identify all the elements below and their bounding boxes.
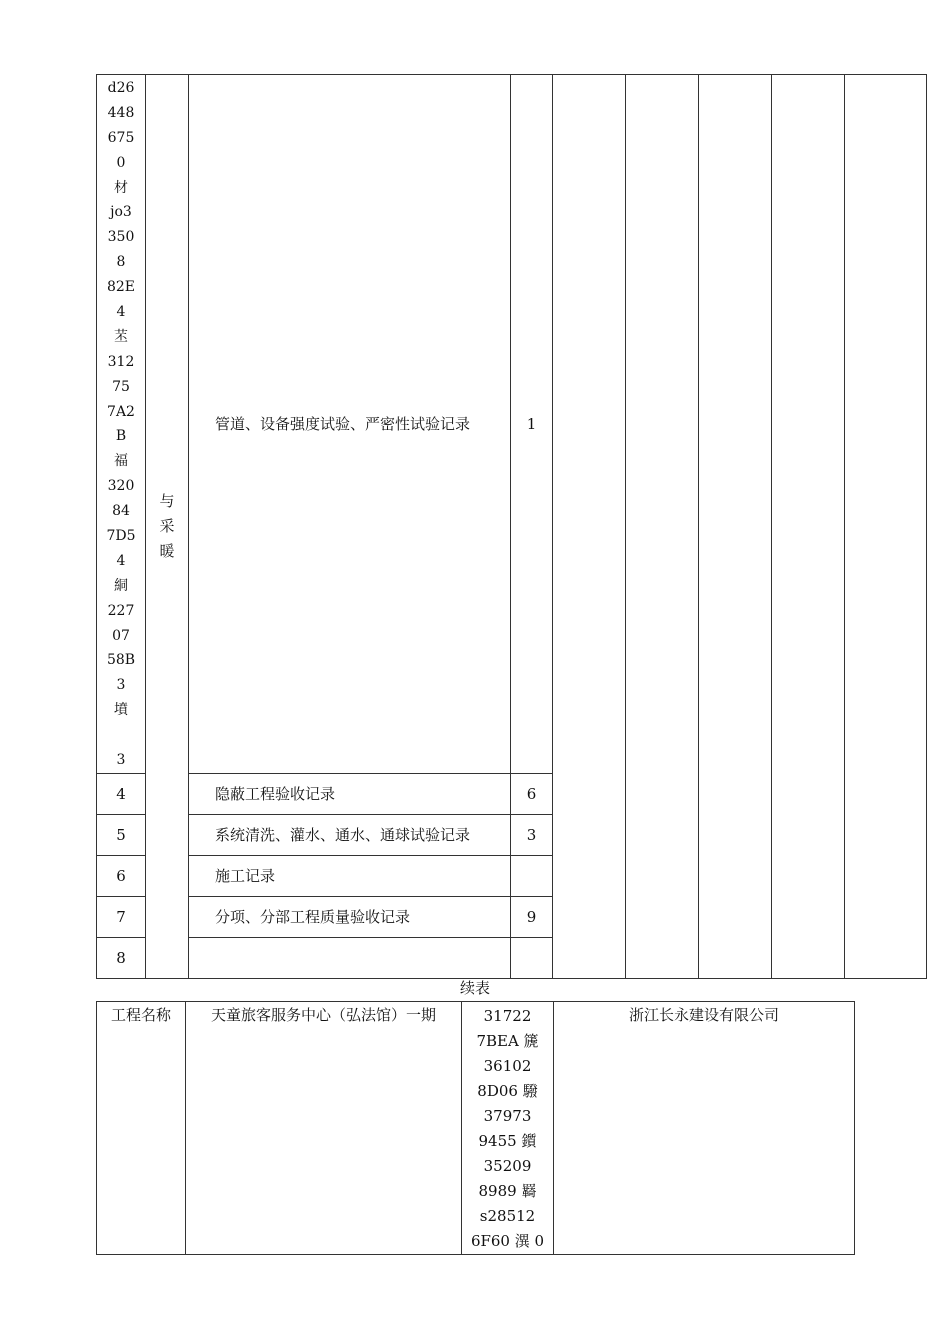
empty-cell bbox=[845, 75, 927, 979]
project-info-table bbox=[96, 1001, 855, 1255]
item-name: 施工记录 bbox=[189, 855, 511, 896]
item-name: 系统清洗、灌水、通水、通球试验记录 bbox=[189, 814, 511, 855]
item-count: 1 bbox=[511, 75, 553, 774]
empty-cell bbox=[772, 75, 845, 979]
item-count: 3 bbox=[511, 814, 553, 855]
project-name-value: 天童旅客服务中心（弘法馆）一期 bbox=[186, 1002, 462, 1255]
category-cell: 与 采 暖 bbox=[146, 75, 189, 979]
archive-table bbox=[96, 74, 927, 979]
row-number: 5 bbox=[97, 814, 146, 855]
item-count: 6 bbox=[511, 773, 553, 814]
item-name: 分项、分部工程质量验收记录 bbox=[189, 896, 511, 937]
item-name: 隐蔽工程验收记录 bbox=[189, 773, 511, 814]
code-cell: 31722 7BEA 篪 36102 8D06 驋 37973 9455 鑕 35209 8989 羇 s28512 6F60 潩 0 bbox=[462, 1002, 554, 1255]
empty-cell bbox=[699, 75, 772, 979]
item-count bbox=[511, 855, 553, 896]
row-number: 8 bbox=[97, 937, 146, 978]
empty-cell bbox=[553, 75, 626, 979]
row-number: 4 bbox=[97, 773, 146, 814]
empty-cell bbox=[626, 75, 699, 979]
row-number: 7 bbox=[97, 896, 146, 937]
item-name bbox=[189, 937, 511, 978]
project-name-label: 工程名称 bbox=[97, 1002, 186, 1255]
item-count bbox=[511, 937, 553, 978]
row-number-cell: d26 448 675 0 材 jo3 350 8 82E 4 苤 312 75 7A2 B 福 320 84 7D5 4 絧 227 07 58B 3 墳 3 bbox=[97, 75, 146, 774]
continued-caption: 续表 bbox=[459, 979, 490, 997]
item-count: 9 bbox=[511, 896, 553, 937]
item-name: 管道、设备强度试验、严密性试验记录 bbox=[189, 75, 511, 774]
row-number: 6 bbox=[97, 855, 146, 896]
company-name: 浙江长永建设有限公司 bbox=[554, 1002, 855, 1255]
